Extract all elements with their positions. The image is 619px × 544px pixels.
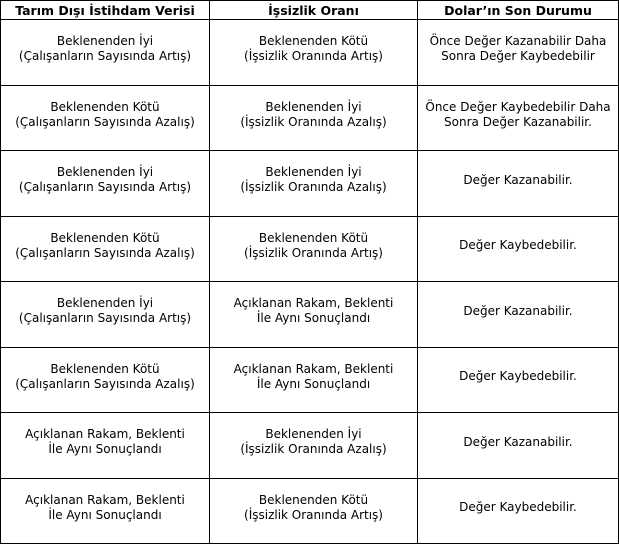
table-header xyxy=(1,1,619,20)
dollar-line-1: Değer Kaybedebilir. xyxy=(459,238,577,253)
unemployment-line-1: Açıklanan Rakam, Beklenti xyxy=(233,296,394,311)
table-body xyxy=(1,20,619,544)
dollar-line-1: Değer Kaybedebilir. xyxy=(459,369,577,384)
unemployment-line-2: (İşsizlik Oranında Azalış) xyxy=(240,442,387,457)
nfp-line-1: Beklenenden İyi xyxy=(56,165,154,180)
table-row xyxy=(1,413,619,479)
unemployment-line-1: Beklenenden Kötü xyxy=(258,34,369,49)
dollar-line-2: Sonra Değer Kazanabilir. xyxy=(444,114,592,129)
nfp-cell xyxy=(1,151,210,217)
header-nfp: Tarım Dışı İstihdam Verisi xyxy=(1,1,210,20)
dollar-cell xyxy=(418,216,619,282)
nfp-cell xyxy=(1,347,210,413)
dollar-line-1: Önce Değer Kaybedebilir Daha xyxy=(425,99,611,114)
unemployment-line-2: (İşsizlik Oranında Artış) xyxy=(244,49,383,64)
unemployment-line-2: (İşsizlik Oranında Azalış) xyxy=(240,180,387,195)
nfp-line-2: (Çalışanların Sayısında Artış) xyxy=(18,49,192,64)
unemployment-line-1: Beklenenden İyi xyxy=(265,99,362,114)
unemployment-cell xyxy=(210,216,418,282)
nfp-line-2: (Çalışanların Sayısında Azalış) xyxy=(15,114,195,129)
nfp-line-2: (Çalışanların Sayısında Artış) xyxy=(18,180,192,195)
table-row xyxy=(1,478,619,544)
unemployment-cell xyxy=(210,20,418,86)
unemployment-cell xyxy=(210,151,418,217)
nfp-cell xyxy=(1,20,210,86)
nfp-cell xyxy=(1,216,210,282)
table-row xyxy=(1,85,619,151)
unemployment-line-1: Beklenenden İyi xyxy=(265,427,362,442)
nfp-line-2: (Çalışanların Sayısında Azalış) xyxy=(15,245,195,260)
dollar-cell xyxy=(418,151,619,217)
nfp-line-1: Açıklanan Rakam, Beklenti xyxy=(25,427,185,442)
unemployment-cell xyxy=(210,413,418,479)
nfp-line-1: Beklenenden Kötü xyxy=(50,99,160,114)
unemployment-line-1: Beklenenden Kötü xyxy=(258,492,369,507)
nfp-line-2: İle Aynı Sonuçlandı xyxy=(48,442,162,457)
dollar-cell xyxy=(418,85,619,151)
nfp-cell xyxy=(1,85,210,151)
header-dollar: Dolar’ın Son Durumu xyxy=(418,1,619,20)
unemployment-line-1: Beklenenden İyi xyxy=(265,165,362,180)
nfp-cell xyxy=(1,478,210,544)
dollar-line-1: Önce Değer Kazanabilir Daha xyxy=(429,34,607,49)
unemployment-line-2: İle Aynı Sonuçlandı xyxy=(256,311,371,326)
dollar-line-1: Değer Kaybedebilir. xyxy=(459,500,577,515)
unemployment-line-2: İle Aynı Sonuçlandı xyxy=(256,376,371,391)
nfp-line-2: (Çalışanların Sayısında Azalış) xyxy=(15,376,195,391)
table-row xyxy=(1,216,619,282)
nfp-line-2: İle Aynı Sonuçlandı xyxy=(48,507,162,522)
dollar-cell xyxy=(418,347,619,413)
dollar-cell xyxy=(418,282,619,348)
nfp-line-2: (Çalışanların Sayısında Artış) xyxy=(18,311,192,326)
header-row xyxy=(1,1,619,20)
nfp-line-1: Beklenenden İyi xyxy=(56,34,154,49)
dollar-cell xyxy=(418,20,619,86)
unemployment-line-1: Beklenenden Kötü xyxy=(258,230,369,245)
table-row xyxy=(1,347,619,413)
nfp-cell xyxy=(1,282,210,348)
unemployment-line-2: (İşsizlik Oranında Artış) xyxy=(244,507,383,522)
unemployment-line-2: (İşsizlik Oranında Artış) xyxy=(244,245,383,260)
nfp-cell xyxy=(1,413,210,479)
dollar-line-1: Değer Kazanabilir. xyxy=(463,434,573,449)
dollar-line-1: Değer Kazanabilir. xyxy=(463,172,573,187)
table-row xyxy=(1,151,619,217)
nfp-line-1: Açıklanan Rakam, Beklenti xyxy=(25,492,185,507)
dollar-line-2: Sonra Değer Kaybedebilir xyxy=(441,49,595,64)
unemployment-cell xyxy=(210,85,418,151)
unemployment-line-1: Açıklanan Rakam, Beklenti xyxy=(233,361,394,376)
unemployment-line-2: (İşsizlik Oranında Azalış) xyxy=(240,114,387,129)
unemployment-cell xyxy=(210,282,418,348)
table-row xyxy=(1,282,619,348)
nfp-line-1: Beklenenden İyi xyxy=(56,296,154,311)
unemployment-cell xyxy=(210,478,418,544)
unemployment-cell xyxy=(210,347,418,413)
dollar-line-1: Değer Kazanabilir. xyxy=(463,303,573,318)
dollar-cell xyxy=(418,413,619,479)
nfp-line-1: Beklenenden Kötü xyxy=(50,361,160,376)
table-row xyxy=(1,20,619,86)
dollar-cell xyxy=(418,478,619,544)
header-unemployment: İşsizlik Oranı xyxy=(210,1,418,20)
nfp-line-1: Beklenenden Kötü xyxy=(50,230,160,245)
